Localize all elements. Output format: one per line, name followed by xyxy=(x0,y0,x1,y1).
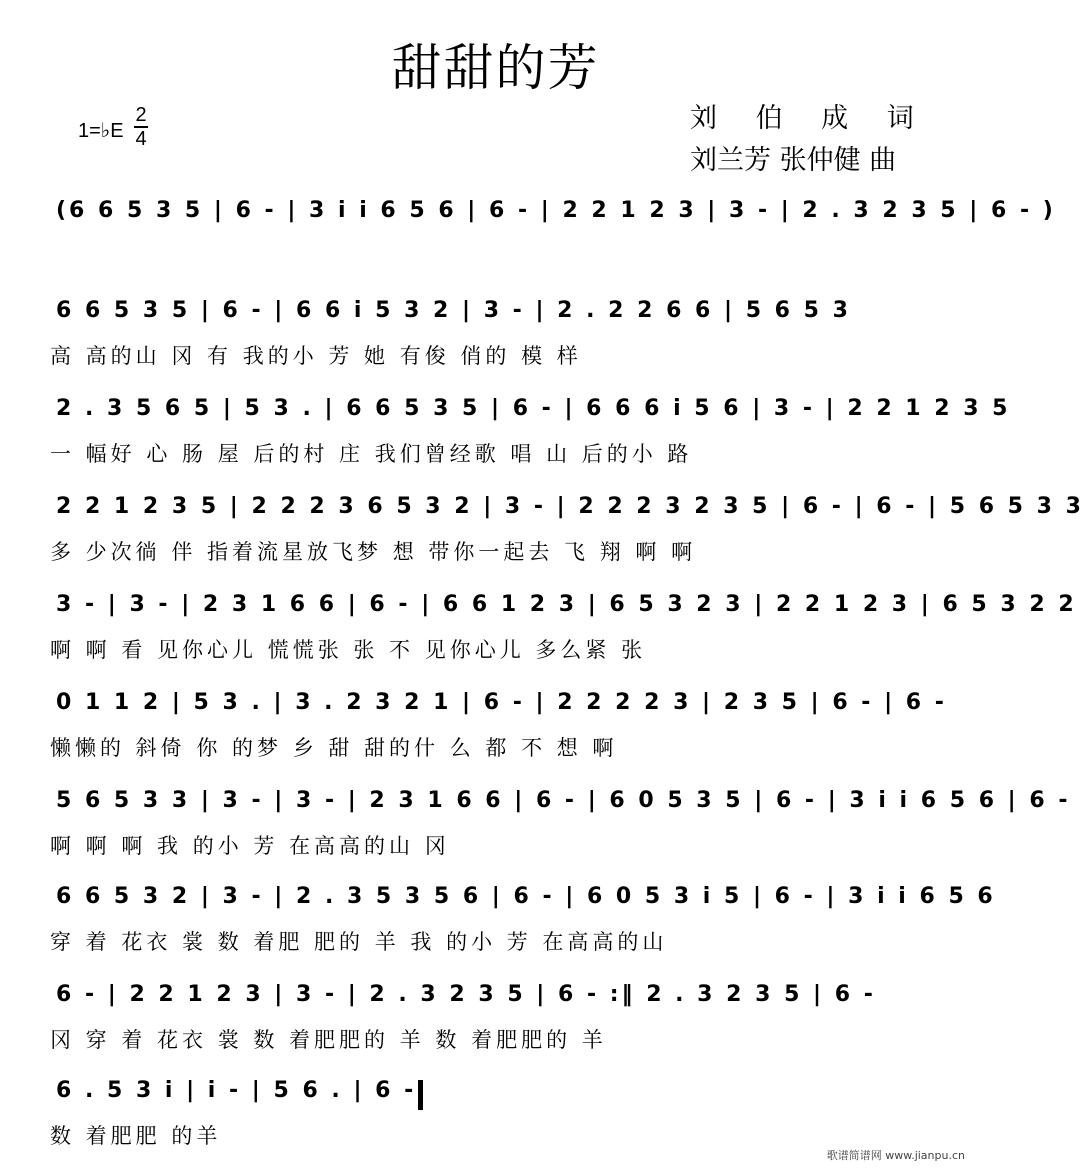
score-row-5 xyxy=(50,582,1077,672)
score-row-10 xyxy=(50,1068,950,1158)
score-row-8 xyxy=(50,874,996,964)
lyrics-line: 多 少次徜 伴 指着流星放飞梦 想 带你一起去 飞 翔 啊 啊 xyxy=(50,540,697,564)
final-barline xyxy=(418,1080,423,1110)
score-row-7 xyxy=(50,778,1071,868)
score-row-4 xyxy=(50,484,1084,574)
score-row-2 xyxy=(50,288,950,378)
lyrics-line: 高 高的山 冈 有 我的小 芳 她 有俊 俏的 模 样 xyxy=(50,344,582,368)
notes-line: 3 - | 3 - | 2 3 1 6 6 | 6 - | 6 6 1 2 3 | 6 5 3 2 3 | 2 2 1 2 3 | 6 5 3 2 2 xyxy=(56,592,1077,617)
lyrics-line: 穿 着 花衣 裳 数 着肥 肥的 羊 我 的小 芳 在高高的山 xyxy=(50,930,668,954)
composer-credit: 刘兰芳 张仲健 曲 xyxy=(690,145,897,176)
notes-line: 6 6 5 3 2 | 3 - | 2 . 3 5 3 5 6 | 6 - | 6 0 5 3 i 5 | 6 - | 3 i i 6 5 6 xyxy=(56,884,996,909)
notes-line: 5 6 5 3 3 | 3 - | 3 - | 2 3 1 6 6 | 6 - | 6 0 5 3 5 | 6 - | 3 i i 6 5 6 | 6 - xyxy=(56,788,1071,813)
notes-line: 6 . 5 3 i | i - | 5 6 . | 6 - xyxy=(56,1078,417,1103)
score-row-9 xyxy=(50,972,950,1062)
lyrics-line: 一 幅好 心 肠 屋 后的村 庄 我们曾经歌 唱 山 后的小 路 xyxy=(50,442,693,466)
lyrics-line: 冈 穿 着 花衣 裳 数 着肥肥的 羊 数 着肥肥的 羊 xyxy=(50,1028,607,1052)
score-row-3 xyxy=(50,386,1011,476)
notes-line: 0 1 1 2 | 5 3 . | 3 . 2 3 2 1 | 6 - | 2 2 2 2 3 | 2 3 5 | 6 - | 6 - xyxy=(56,690,947,715)
notes-line: 2 2 1 2 3 5 | 2 2 2 3 6 5 3 2 | 3 - | 2 2 2 3 2 3 5 | 6 - | 6 - | 5 6 5 3 3 xyxy=(56,494,1084,519)
notes-line: (6 6 5 3 5 | 6 - | 3 i i 6 5 6 | 6 - | 2 2 1 2 3 | 3 - | 2 . 3 2 3 5 | 6 - ) xyxy=(56,198,1056,223)
lyrics-line: 啊 啊 啊 我 的小 芳 在高高的山 冈 xyxy=(50,834,450,858)
lyricist-credit: 刘 伯 成 词 xyxy=(690,103,914,134)
meter-top: 2 xyxy=(135,104,147,126)
score-row-1 xyxy=(50,188,1056,278)
lyrics-line: 数 着肥肥 的羊 xyxy=(50,1124,222,1148)
time-signature xyxy=(134,104,148,150)
watermark: 歌谱简谱网 www.jianpu.cn xyxy=(826,1149,965,1162)
key-signature: 1=♭E xyxy=(78,120,124,142)
lyrics-line: 啊 啊 看 见你心儿 慌慌张 张 不 见你心儿 多么紧 张 xyxy=(50,638,647,662)
notes-line: 6 - | 2 2 1 2 3 | 3 - | 2 . 3 2 3 5 | 6 - :‖ 2 . 3 2 3 5 | 6 - xyxy=(56,982,876,1007)
lyrics-line: 懒懒的 斜倚 你 的梦 乡 甜 甜的什 么 都 不 想 啊 xyxy=(50,736,618,760)
song-title: 甜甜的芳 xyxy=(391,39,600,97)
score-row-6 xyxy=(50,680,950,770)
notes-line: 2 . 3 5 6 5 | 5 3 . | 6 6 5 3 5 | 6 - | 6 6 6 i 5 6 | 3 - | 2 2 1 2 3 5 xyxy=(56,396,1011,421)
notes-line: 6 6 5 3 5 | 6 - | 6 6 i 5 3 2 | 3 - | 2 . 2 2 6 6 | 5 6 5 3 xyxy=(56,298,851,323)
meter-bottom: 4 xyxy=(135,127,147,150)
